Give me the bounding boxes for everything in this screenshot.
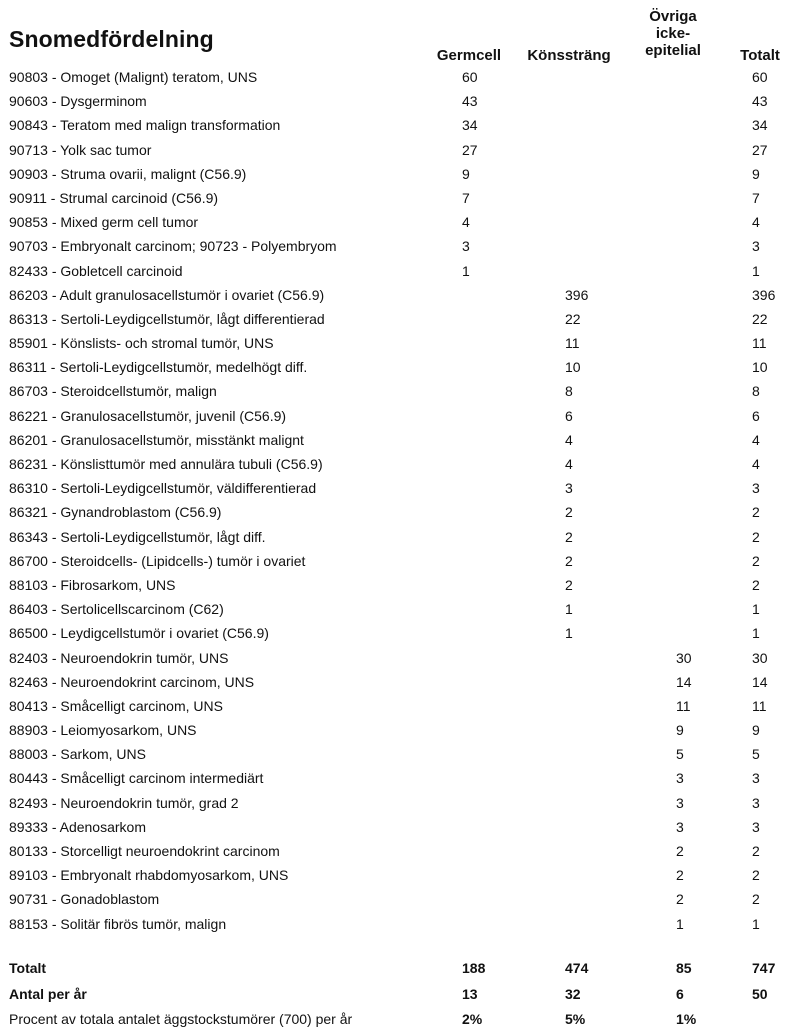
- cell-ovriga: 3: [676, 818, 684, 835]
- column-header-konsstrang: Könssträng: [527, 47, 611, 64]
- row-label: 80443 - Småcelligt carcinom intermediärt: [9, 770, 264, 787]
- table-row: [0, 356, 800, 380]
- summary-konsstrang: 5%: [565, 1011, 586, 1027]
- row-label: 90853 - Mixed germ cell tumor: [9, 214, 199, 231]
- cell-ovriga: 30: [676, 649, 692, 666]
- row-label: 90903 - Struma ovarii, malignt (C56.9): [9, 165, 247, 182]
- column-header-totalt: Totalt: [740, 47, 780, 64]
- cell-ovriga: 2: [676, 891, 684, 908]
- table-row: [0, 163, 800, 187]
- cell-konsstrang: 2: [565, 504, 573, 521]
- cell-germcell: 9: [462, 165, 470, 182]
- row-label: 86311 - Sertoli-Leydigcellstumör, medelhögt diff.: [9, 359, 308, 376]
- cell-ovriga: 5: [676, 746, 684, 763]
- row-label: 82433 - Gobletcell carcinoid: [9, 262, 183, 279]
- cell-ovriga: 9: [676, 722, 684, 739]
- table-row: [0, 816, 800, 840]
- cell-totalt: 2: [752, 576, 760, 593]
- table-row: [0, 743, 800, 767]
- cell-konsstrang: 1: [565, 625, 573, 642]
- table-row: [0, 526, 800, 550]
- cell-totalt: 2: [752, 843, 760, 859]
- table-row: [0, 622, 800, 646]
- cell-totalt: 2: [752, 528, 760, 545]
- table-row: [0, 284, 800, 308]
- row-label: 90911 - Strumal carcinoid (C56.9): [9, 189, 219, 206]
- table-row: [0, 114, 800, 138]
- cell-totalt: 4: [752, 456, 760, 472]
- row-label: 82493 - Neuroendokrin tumör, grad 2: [9, 794, 239, 811]
- cell-ovriga: 3: [676, 794, 684, 811]
- table-row: [0, 550, 800, 574]
- cell-totalt: 14: [752, 673, 768, 690]
- cell-totalt: 43: [752, 93, 768, 110]
- table-row: [0, 598, 800, 622]
- cell-konsstrang: 22: [565, 310, 581, 327]
- column-header-ovriga: [630, 8, 716, 59]
- summary-totalt: 747: [752, 960, 776, 976]
- table-row: [0, 453, 800, 477]
- cell-totalt: 9: [752, 722, 760, 739]
- table-row: [0, 187, 800, 211]
- row-label: 82463 - Neuroendokrint carcinom, UNS: [9, 673, 255, 690]
- summary-konsstrang: 32: [565, 986, 581, 1002]
- cell-konsstrang: 2: [565, 528, 573, 545]
- table-row: [0, 405, 800, 429]
- table-row: [0, 792, 800, 816]
- row-label: 90803 - Omoget (Malignt) teratom, UNS: [9, 69, 258, 85]
- row-label: 90843 - Teratom med malign transformation: [9, 117, 281, 134]
- row-label: 86403 - Sertolicellscarcinom (C62): [9, 601, 224, 618]
- summary-germcell: 2%: [462, 1011, 483, 1027]
- row-label: 86703 - Steroidcellstumör, malign: [9, 383, 217, 400]
- table-row: [0, 501, 800, 525]
- cell-germcell: 7: [462, 189, 470, 206]
- row-label: 86221 - Granulosacellstumör, juvenil (C56.9): [9, 407, 287, 424]
- summary-label: Totalt: [9, 960, 47, 976]
- cell-totalt: 1: [752, 625, 760, 642]
- cell-germcell: 1: [462, 262, 470, 279]
- row-label: 80133 - Storcelligt neuroendokrint carcinom: [9, 843, 280, 859]
- summary-ovriga: 6: [676, 986, 684, 1002]
- row-label: 86203 - Adult granulosacellstumör i ovariet (C56.9): [9, 286, 325, 303]
- table-row: [0, 888, 800, 912]
- summary-ovriga: 1%: [676, 1011, 697, 1027]
- cell-ovriga: 2: [676, 843, 684, 859]
- cell-totalt: 60: [752, 69, 768, 85]
- row-label: 82403 - Neuroendokrin tumör, UNS: [9, 649, 229, 666]
- cell-ovriga: 2: [676, 867, 684, 884]
- cell-konsstrang: 2: [565, 552, 573, 569]
- cell-totalt: 22: [752, 310, 768, 327]
- summary-konsstrang: 474: [565, 960, 589, 976]
- cell-totalt: 5: [752, 746, 760, 763]
- cell-ovriga: 3: [676, 770, 684, 787]
- summary-row-per-ar: [0, 986, 800, 1008]
- column-header-ovriga-line1: Övriga: [649, 8, 697, 25]
- summary-germcell: 188: [462, 960, 486, 976]
- row-label: 86313 - Sertoli-Leydigcellstumör, lågt differentierad: [9, 310, 325, 327]
- cell-totalt: 8: [752, 383, 760, 400]
- table-row: [0, 574, 800, 598]
- cell-konsstrang: 3: [565, 480, 573, 497]
- cell-konsstrang: 6: [565, 407, 573, 424]
- cell-totalt: 7: [752, 189, 760, 206]
- cell-germcell: 60: [462, 69, 478, 85]
- page-title: Snomedfördelning: [9, 26, 214, 52]
- summary-ovriga: 85: [676, 960, 692, 976]
- row-label: 85901 - Könslists- och stromal tumör, UNS: [9, 335, 274, 352]
- table-row: [0, 66, 800, 90]
- cell-germcell: 4: [462, 214, 470, 231]
- cell-totalt: 11: [752, 335, 767, 352]
- table-row: [0, 913, 800, 937]
- cell-totalt: 6: [752, 407, 760, 424]
- cell-totalt: 2: [752, 891, 760, 908]
- row-label: 89103 - Embryonalt rhabdomyosarkom, UNS: [9, 867, 289, 884]
- row-label: 86500 - Leydigcellstumör i ovariet (C56.9): [9, 625, 269, 642]
- cell-totalt: 9: [752, 165, 760, 182]
- table-row: [0, 719, 800, 743]
- cell-totalt: 10: [752, 359, 768, 376]
- cell-totalt: 3: [752, 480, 760, 497]
- cell-totalt: 11: [752, 697, 767, 714]
- cell-konsstrang: 2: [565, 576, 573, 593]
- cell-totalt: 3: [752, 770, 760, 787]
- row-label: 88103 - Fibrosarkom, UNS: [9, 576, 176, 593]
- cell-totalt: 4: [752, 214, 760, 231]
- cell-konsstrang: 396: [565, 286, 589, 303]
- cell-germcell: 3: [462, 238, 470, 255]
- row-label: 90703 - Embryonalt carcinom; 90723 - Polyembryom: [9, 238, 337, 255]
- cell-totalt: 2: [752, 552, 760, 569]
- cell-germcell: 34: [462, 117, 478, 134]
- table-row: [0, 90, 800, 114]
- row-label: 86321 - Gynandroblastom (C56.9): [9, 504, 222, 521]
- cell-totalt: 2: [752, 504, 760, 521]
- row-label: 86343 - Sertoli-Leydigcellstumör, lågt diff.: [9, 528, 266, 545]
- table-row: [0, 429, 800, 453]
- row-label: 90731 - Gonadoblastom: [9, 891, 160, 908]
- summary-totalt: 50: [752, 986, 768, 1002]
- summary-row-totalt: [0, 960, 800, 982]
- column-header-ovriga-line2: icke-: [655, 25, 691, 42]
- cell-totalt: 3: [752, 238, 760, 255]
- table-row: [0, 477, 800, 501]
- row-label: 80413 - Småcelligt carcinom, UNS: [9, 697, 223, 714]
- snomed-table-body: [0, 66, 800, 937]
- column-header-germcell: Germcell: [436, 47, 502, 64]
- table-row: [0, 139, 800, 163]
- cell-ovriga: 1: [676, 915, 684, 932]
- row-label: 86310 - Sertoli-Leydigcellstumör, väldifferentierad: [9, 480, 317, 497]
- cell-germcell: 43: [462, 93, 478, 110]
- table-row: [0, 308, 800, 332]
- cell-konsstrang: 1: [565, 601, 573, 618]
- row-label: 86700 - Steroidcells- (Lipidcells-) tumör i ovariet: [9, 552, 306, 569]
- cell-ovriga: 14: [676, 673, 692, 690]
- table-row: [0, 767, 800, 791]
- table-row: [0, 380, 800, 404]
- summary-germcell: 13: [462, 986, 478, 1002]
- table-row: [0, 211, 800, 235]
- cell-totalt: 396: [752, 286, 776, 303]
- table-row: [0, 235, 800, 259]
- cell-totalt: 4: [752, 431, 760, 448]
- table-row: [0, 864, 800, 888]
- table-row: [0, 647, 800, 671]
- cell-totalt: 30: [752, 649, 768, 666]
- cell-totalt: 1: [752, 601, 760, 618]
- cell-konsstrang: 8: [565, 383, 573, 400]
- table-row: [0, 840, 800, 864]
- cell-totalt: 2: [752, 867, 760, 884]
- cell-totalt: 27: [752, 141, 768, 158]
- table-row: [0, 695, 800, 719]
- cell-konsstrang: 4: [565, 431, 573, 448]
- cell-totalt: 1: [752, 915, 760, 932]
- table-row: [0, 671, 800, 695]
- cell-konsstrang: 10: [565, 359, 581, 376]
- cell-totalt: 34: [752, 117, 768, 134]
- cell-totalt: 3: [752, 818, 760, 835]
- row-label: 90603 - Dysgerminom: [9, 93, 147, 110]
- summary-label: Procent av totala antalet äggstockstumörer (700) per år: [9, 1011, 353, 1027]
- cell-konsstrang: 4: [565, 456, 573, 472]
- table-row: [0, 260, 800, 284]
- summary-label: Antal per år: [9, 986, 87, 1002]
- row-label: 90713 - Yolk sac tumor: [9, 141, 152, 158]
- row-label: 86231 - Könslisttumör med annulära tubuli (C56.9): [9, 456, 323, 472]
- row-label: 88903 - Leiomyosarkom, UNS: [9, 722, 197, 739]
- row-label: 88003 - Sarkom, UNS: [9, 746, 146, 763]
- row-label: 89333 - Adenosarkom: [9, 818, 146, 835]
- cell-ovriga: 11: [676, 697, 691, 714]
- cell-germcell: 27: [462, 141, 478, 158]
- cell-totalt: 1: [752, 262, 760, 279]
- row-label: 88153 - Solitär fibrös tumör, malign: [9, 915, 227, 932]
- row-label: 86201 - Granulosacellstumör, misstänkt malignt: [9, 431, 304, 448]
- cell-totalt: 3: [752, 794, 760, 811]
- table-row: [0, 332, 800, 356]
- column-header-ovriga-line3: epitelial: [645, 42, 701, 59]
- cell-konsstrang: 11: [565, 335, 580, 352]
